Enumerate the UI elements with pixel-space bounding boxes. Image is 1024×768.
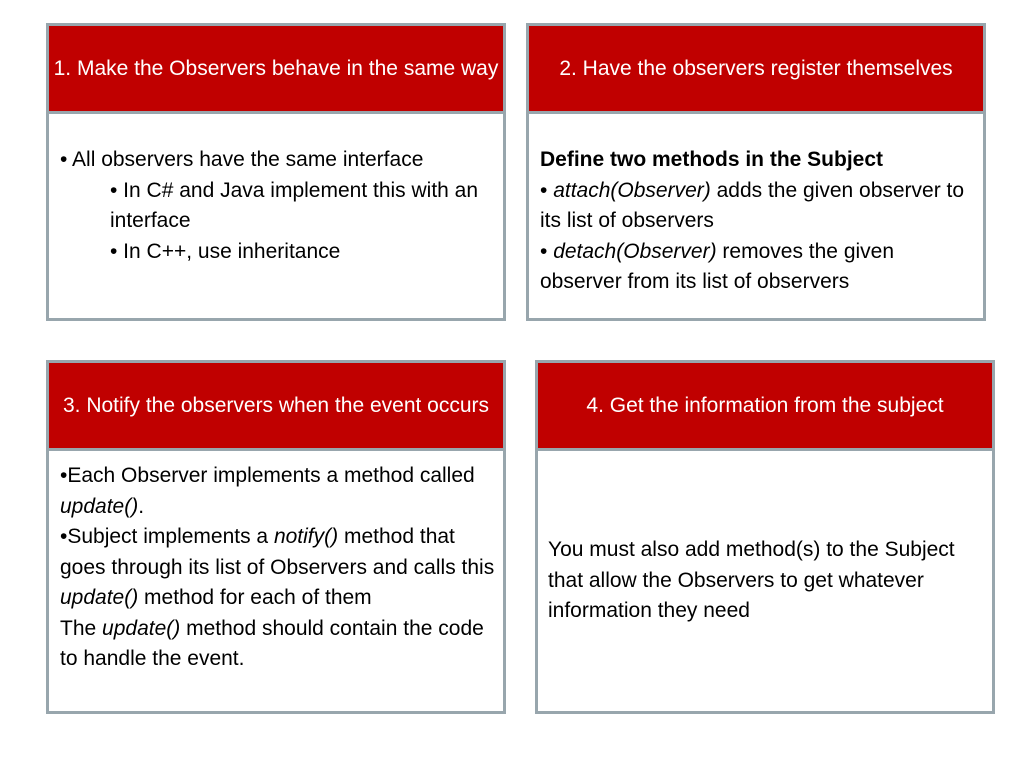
update-method-name: update() (60, 494, 139, 518)
step-2-heading: Define two methods in the Subject (540, 148, 884, 171)
step-1-line-1: • All observers have the same interface (60, 148, 424, 171)
detach-method-name: detach(Observer) (553, 239, 717, 263)
bullet: • (540, 178, 554, 202)
bullet: • (540, 239, 554, 263)
step-4-card (535, 360, 995, 714)
text: method for each of them (138, 586, 372, 609)
attach-description: adds the given observer to its list of observers (540, 178, 965, 232)
step-2-detach-line (540, 237, 975, 298)
text: . (138, 494, 145, 518)
step-4-body (538, 451, 992, 711)
step-3-paragraph-2 (60, 522, 495, 614)
text: •Each Observer implements a method called (60, 464, 475, 487)
notify-method-name: notify() (273, 525, 339, 548)
step-3-card (46, 360, 506, 714)
step-2-card (526, 23, 986, 321)
step-1-title: 1. Make the Observers behave in the same way (49, 26, 503, 114)
step-3-title: 3. Notify the observers when the event occurs (49, 363, 503, 451)
update-method-name: update() (60, 586, 139, 609)
step-3-body (49, 451, 503, 711)
step-2-attach-line (540, 176, 975, 237)
step-2-title: 2. Have the observers register themselves (529, 26, 983, 114)
step-3-paragraph-1 (60, 461, 495, 522)
step-4-text: You must also add method(s) to the Subject that allow the Observers to get whatever information they need (548, 538, 955, 623)
text: method should contain the code to handle the event. (60, 616, 484, 670)
update-method-name: update() (102, 616, 181, 640)
step-1-line-3: • In C++, use inheritance (110, 239, 341, 263)
step-4-title: 4. Get the information from the subject (538, 363, 992, 451)
step-2-body (529, 114, 983, 318)
step-1-body (49, 114, 503, 318)
step-1-line-2: • In C# and Java implement this with an interface (110, 178, 479, 232)
text: The (60, 616, 103, 640)
step-3-paragraph-3 (60, 614, 495, 675)
text: •Subject implements a (60, 525, 274, 548)
attach-method-name: attach(Observer) (553, 178, 711, 202)
text: method that goes through its list of Observers and calls this (60, 525, 495, 579)
step-1-card (46, 23, 506, 321)
detach-description: removes the given observer from its list of observers (540, 239, 895, 293)
